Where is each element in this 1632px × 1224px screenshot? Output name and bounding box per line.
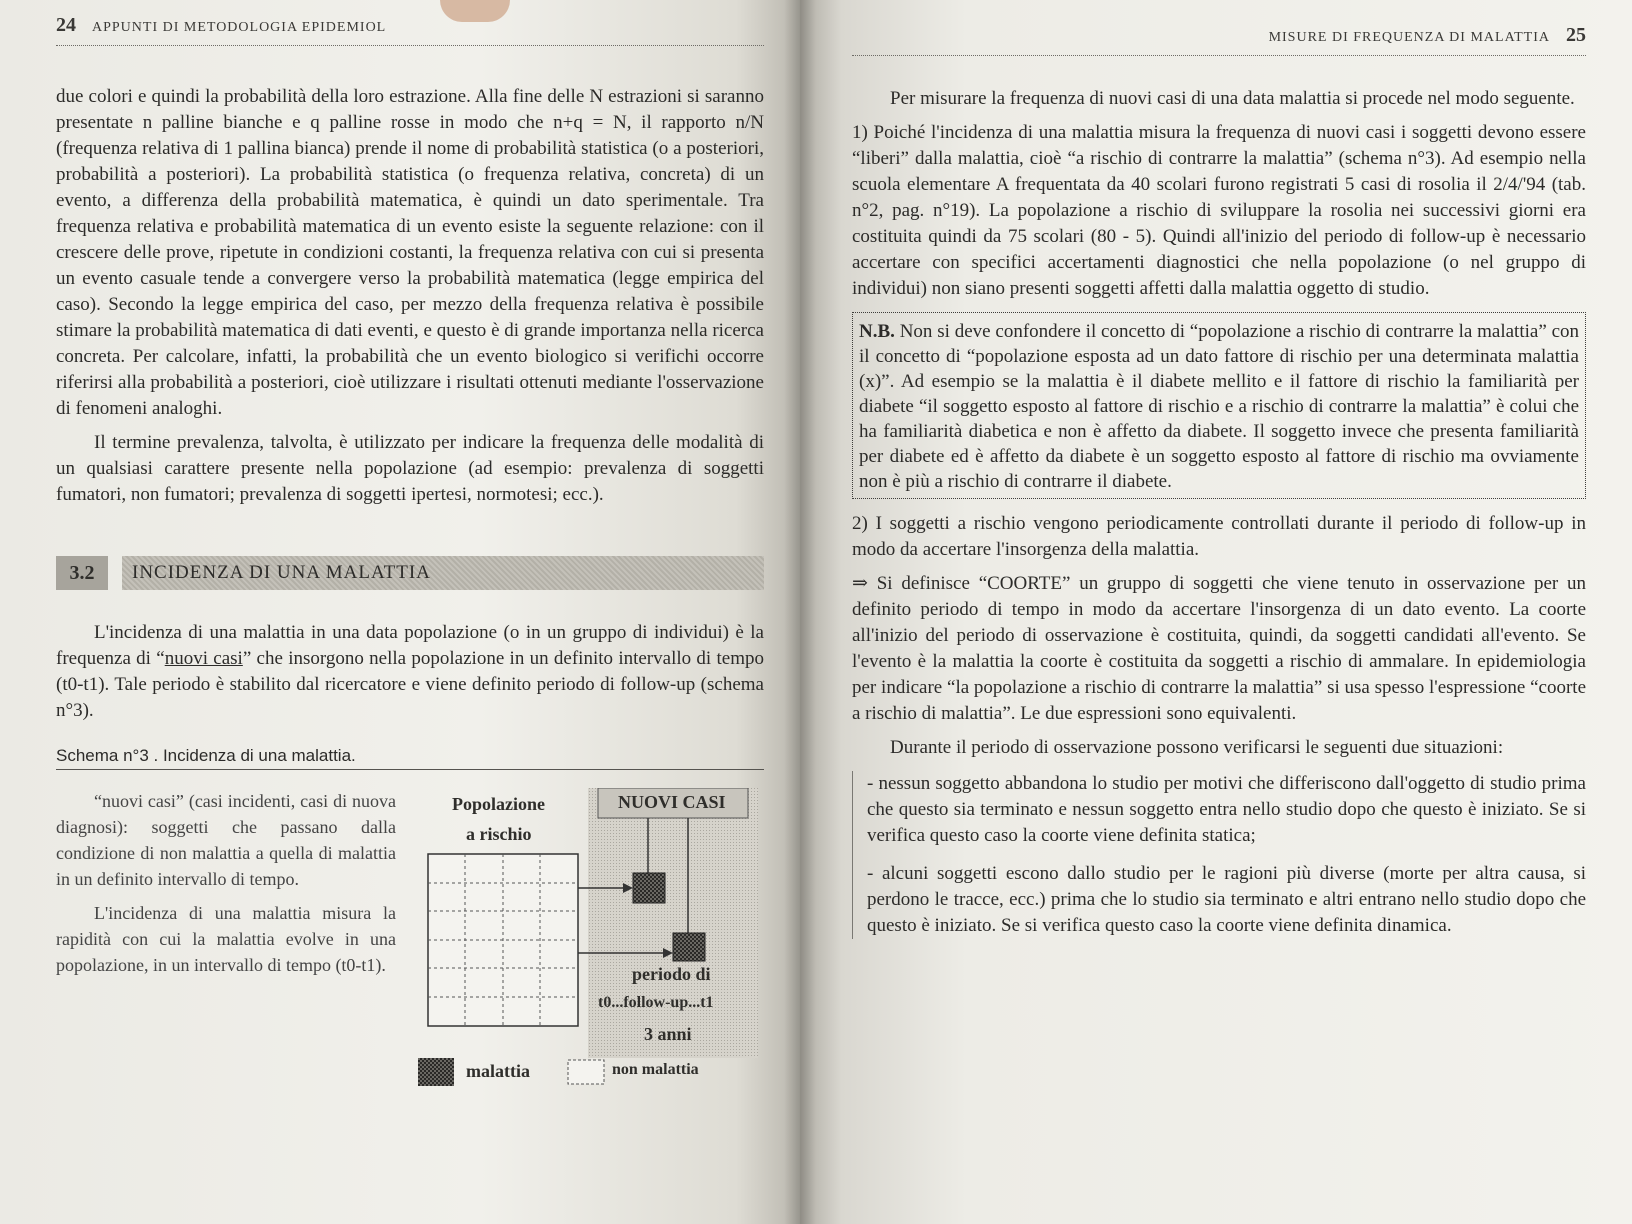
right-paragraph-2: 1) Poiché l'incidenza di una malattia misura la frequenza di nuovi casi i soggetti devono essere “liberi” dalla malattia, cioè “a rischio di contrarre la malattia” (schema n°3). Ad esempio nella scuola elementare A frequentata da 40 scolari furono registrati 5 casi di rosolia il 2/4/'94 (tab. n°2, pag. n°19). La popolazione a rischio di sviluppare la rosolia nei successivi giorni era costituita quindi da 75 scolari (80 - 5). Quindi all'inizio del periodo di follow-up è necessario accertare con specifici accertamenti diagnostici che nella popolazione (o nel gruppo di individui) non siano presenti soggetti affetti dalla malattia oggetto di studio. bbox=[852, 122, 1586, 299]
label-new-cases: NUOVI CASI bbox=[618, 792, 726, 812]
situation-static: - nessun soggetto abbandona lo studio per motivi che differiscono dall'oggetto di studio prima che questo sia terminato e nessun soggetto entra nello studio dopo che questo è iniziato. Se si verifica questo caso la coorte viene definita statica; bbox=[867, 773, 1586, 846]
legend-nodisease-swatch bbox=[568, 1060, 604, 1084]
nota-bene-body: Non si deve confondere il concetto di “popolazione a rischio di contrarre la malattia” con il concetto di “popolazione esposta ad un dato fattore di rischio per una determinata malattia (x)”. Ad esempio se la malattia è il diabete mellito e il fattore di rischio la familiarità per diabete “il soggetto esposto al fattore di rischio e a rischio di contrarre la malattia” è colui che ha familiarità diabetica e non è affetto da diabete. Il soggetto invece che presenta familiarità per diabete ed è affetto da diabete è un soggetto esposto al fattore di rischio ma ovviamente non è più a rischio di contrarre il diabete. bbox=[859, 321, 1579, 492]
label-population: Popolazione bbox=[452, 794, 545, 814]
section-heading bbox=[56, 556, 764, 590]
label-follow-up: t0...follow-up...t1 bbox=[598, 994, 714, 1011]
right-paragraph-1: Per misurare la frequenza di nuovi casi di una data malattia si procede nel modo seguente. bbox=[890, 88, 1575, 109]
legend-disease-swatch bbox=[418, 1058, 454, 1086]
section-number: 3.2 bbox=[56, 556, 108, 590]
incidence-diagram bbox=[418, 788, 758, 1088]
left-paragraph-3 bbox=[56, 620, 764, 724]
right-paragraph-5: Durante il periodo di osservazione possono verificarsi le seguenti due situazioni: bbox=[890, 737, 1504, 758]
right-page-number: 25 bbox=[1566, 24, 1586, 46]
label-three-years: 3 anni bbox=[644, 1024, 692, 1044]
schema-3 bbox=[56, 788, 764, 1088]
right-page bbox=[800, 0, 1632, 1224]
left-page-number: 24 bbox=[56, 14, 76, 36]
legend-no-disease: non malattia bbox=[612, 1061, 699, 1078]
left-running-header bbox=[56, 14, 764, 46]
shaded-background bbox=[588, 788, 758, 1058]
situation-dynamic: - alcuni soggetti escono dallo studio per le ragioni più diverse (morte per altra causa, si perdono le tracce, ecc.) prima che lo studio sia terminato e altri entrano nello studio dopo che questo è iniziato. Se si verifica questo caso la coorte viene definita dinamica. bbox=[867, 863, 1586, 936]
right-paragraph-3: 2) I soggetti a rischio vengono periodicamente controllati durante il periodo di follow-up in modo da accertare l'insorgenza della malattia. bbox=[852, 513, 1586, 560]
schema-text-1: “nuovi casi” (casi incidenti, casi di nuova diagnosi): soggetti che passano dalla condizione di non malattia a quella di malattia in un definito intervallo di tempo. bbox=[56, 791, 396, 889]
left-paragraph-2: Il termine prevalenza, talvolta, è utilizzato per indicare la frequenza delle modalità di un qualsiasi carattere presente nella popolazione (ad esempio: prevalenza di soggetti fumatori, non fumatori; prevalenza di soggetti ipertesi, normotesi; ecc.). bbox=[56, 432, 764, 505]
coorte-definition: ⇒ Si definisce “COORTE” un gruppo di soggetti che viene tenuto in osservazione per un definito periodo di tempo in modo da accertare l'insorgenza di un dato evento. La coorte all'inizio del periodo di osservazione è costituita, quindi, da soggetti candidati all'evento. Se l'evento è la malattia la coorte è costituita da soggetti a rischio di ammalare. In epidemiologia per indicare “la popolazione a rischio di contrarre la malattia” si usa spesso l'espressione “coorte a rischio di malattia”. Le due espressioni sono equivalenti. bbox=[852, 573, 1586, 724]
label-at-risk: a rischio bbox=[466, 824, 532, 844]
left-page bbox=[0, 0, 800, 1224]
label-period: periodo di bbox=[632, 964, 711, 984]
finger-shadow bbox=[440, 0, 510, 22]
section-title: INCIDENZA DI UNA MALATTIA bbox=[122, 556, 764, 590]
nuovi-casi-underlined: nuovi casi bbox=[164, 648, 243, 669]
left-running-head: APPUNTI DI METODOLOGIA EPIDEMIOL bbox=[92, 20, 387, 35]
new-case-square-1 bbox=[633, 873, 665, 903]
right-running-header bbox=[852, 24, 1586, 56]
situations-list bbox=[852, 771, 1586, 939]
nota-bene-box bbox=[852, 312, 1586, 499]
new-case-square-2 bbox=[673, 933, 705, 961]
legend-disease: malattia bbox=[466, 1061, 530, 1081]
nota-bene-text bbox=[859, 319, 1579, 494]
book-gutter bbox=[784, 0, 816, 1224]
para3-part-a: L'incidenza di una malattia in una data popolazione (o in un gruppo di individui) è la frequenza di “ bbox=[56, 622, 764, 669]
schema-caption: Schema n°3 . Incidenza di una malattia. bbox=[56, 746, 764, 770]
nota-bene-lead: N.B. bbox=[859, 321, 895, 342]
para3-part-b: ” che insorgono nella popolazione in un definito intervallo di tempo (t0-t1). Tale periodo è stabilito dal ricercatore e viene definito periodo di follow-up (schema n°3). bbox=[56, 648, 764, 721]
right-running-head: MISURE DI FREQUENZA DI MALATTIA bbox=[1268, 30, 1550, 45]
left-paragraph-1: due colori e quindi la probabilità della loro estrazione. Alla fine delle N estrazioni si saranno presentate n palline bianche e q palline rosse in modo che n+q = N, il rapporto n/N (frequenza relativa di 1 pallina bianca) prende il nome di probabilità statistica (o a posteriori, probabilità a posteriori). La probabilità statistica (o frequenza relativa, concreta) di un evento, a differenza della probabilità matematica, è quindi un dato sperimentale. Tra frequenza relativa e probabilità matematica di un evento esiste la seguente relazione: con il crescere delle prove, ripetute in condizioni costanti, la frequenza relativa con cui si presenta un evento casuale tende a convergere verso la probabilità matematica (legge empirica del caso). Secondo la legge empirica del caso, per mezzo della frequenza relativa è possibile stimare la probabilità matematica di dati eventi, e questo è di grande importanza nella ricerca concreta. Per calcolare, infatti, la probabilità che un evento biologico si verifichi occorre riferirsi alla probabilità a posteriori, cioè utilizzare i risultati ottenuti mediante l'osservazione di fenomeni analoghi. bbox=[56, 86, 764, 419]
schema-description bbox=[56, 788, 396, 1088]
schema-text-2: L'incidenza di una malattia misura la rapidità con cui la malattia evolve in una popolazione, in un intervallo di tempo (t0-t1). bbox=[56, 903, 396, 975]
